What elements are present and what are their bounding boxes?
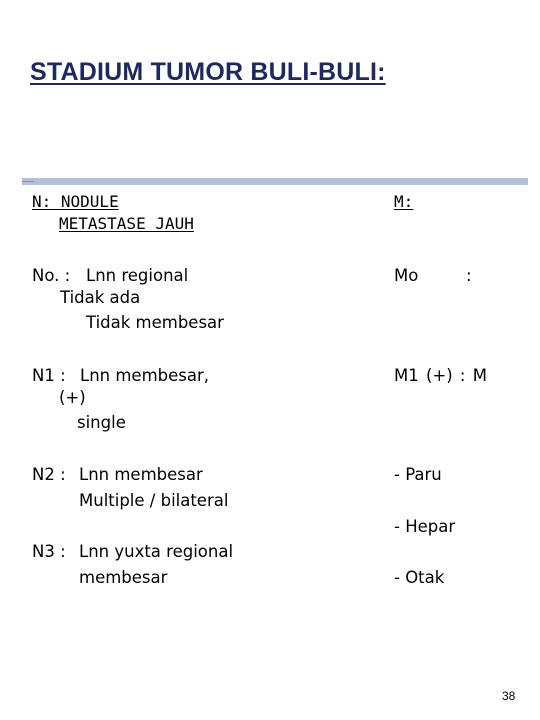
n1-line3: single xyxy=(77,413,126,432)
n1-line1: Lnn membesar, xyxy=(80,366,210,385)
title-divider xyxy=(22,178,528,185)
n2-line2: Multiple / bilateral xyxy=(79,491,229,510)
site-otak: - Otak xyxy=(394,568,445,587)
m0-colon: : xyxy=(466,266,472,285)
m0-label: Mo xyxy=(394,266,419,285)
metastase-header: METASTASE JAUH xyxy=(59,214,194,233)
m-header: M: xyxy=(394,192,414,211)
n2-prefix: N2 : xyxy=(32,465,66,484)
n3-line1: Lnn yuxta regional xyxy=(79,542,234,561)
n3-line2: membesar xyxy=(79,568,168,587)
n0-prefix: No. : xyxy=(32,266,71,285)
nodule-header: N: NODULE xyxy=(32,192,119,211)
n1-prefix: N1 : xyxy=(32,366,66,385)
n0-line1: Lnn regional xyxy=(86,266,189,285)
slide-title: STADIUM TUMOR BULI-BULI: xyxy=(30,58,386,86)
m1-label: M1 (+) : M xyxy=(394,366,487,385)
title-divider-accent xyxy=(22,181,34,182)
site-paru: - Paru xyxy=(394,465,442,484)
n0-line3: Tidak membesar xyxy=(86,313,224,332)
n1-line2: (+) xyxy=(59,388,86,407)
n2-line1: Lnn membesar xyxy=(79,465,203,484)
site-hepar: - Hepar xyxy=(394,517,456,536)
page-number: 38 xyxy=(502,689,516,703)
n0-line2: Tidak ada xyxy=(60,288,141,307)
n3-prefix: N3 : xyxy=(32,542,66,561)
